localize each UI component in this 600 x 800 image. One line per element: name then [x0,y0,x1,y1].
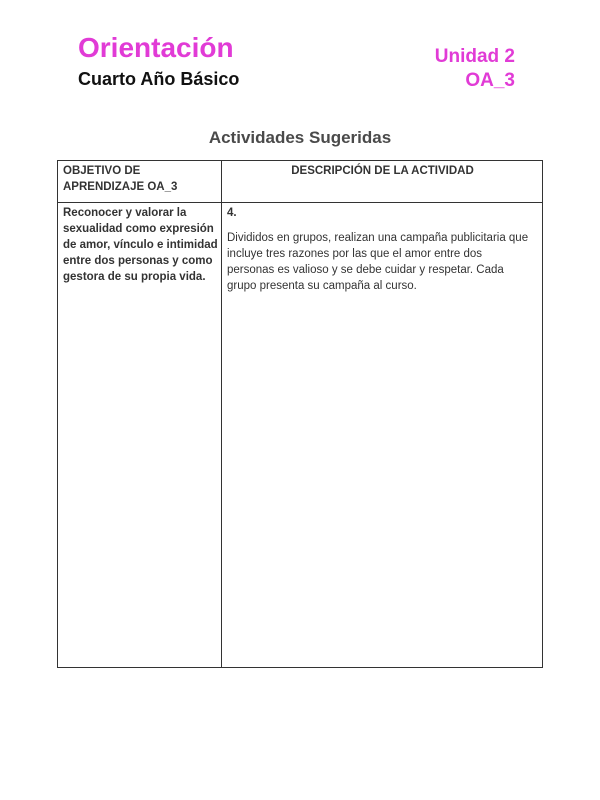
objective-text: Reconocer y valorar la sexualidad como expresión de amor, vínculo e intimidad entre dos personas y como gestora de su propia vida. [63,207,218,283]
activities-table [57,160,543,668]
document-subtitle: Cuarto Año Básico [78,69,240,89]
table-header-objective: OBJETIVO DE APRENDIZAJE OA_3 [63,165,178,193]
header-divider [58,202,542,203]
section-title: Actividades Sugeridas [208,128,392,147]
document-title: Orientación [78,32,234,63]
activity-number: 4. [227,207,237,219]
unit-label: Unidad 2 [434,46,515,67]
activity-description: Divididos en grupos, realizan una campaña publicitaria que incluye tres razones por las que el amor entre dos personas es valioso y se debe cuidar y respetar. Cada grupo presenta su campaña al curso. [227,232,529,292]
oa-code-label: OA_3 [465,70,515,91]
table-header-description: DESCRIPCIÓN DE LA ACTIVIDAD [291,165,474,177]
column-divider [221,161,222,667]
